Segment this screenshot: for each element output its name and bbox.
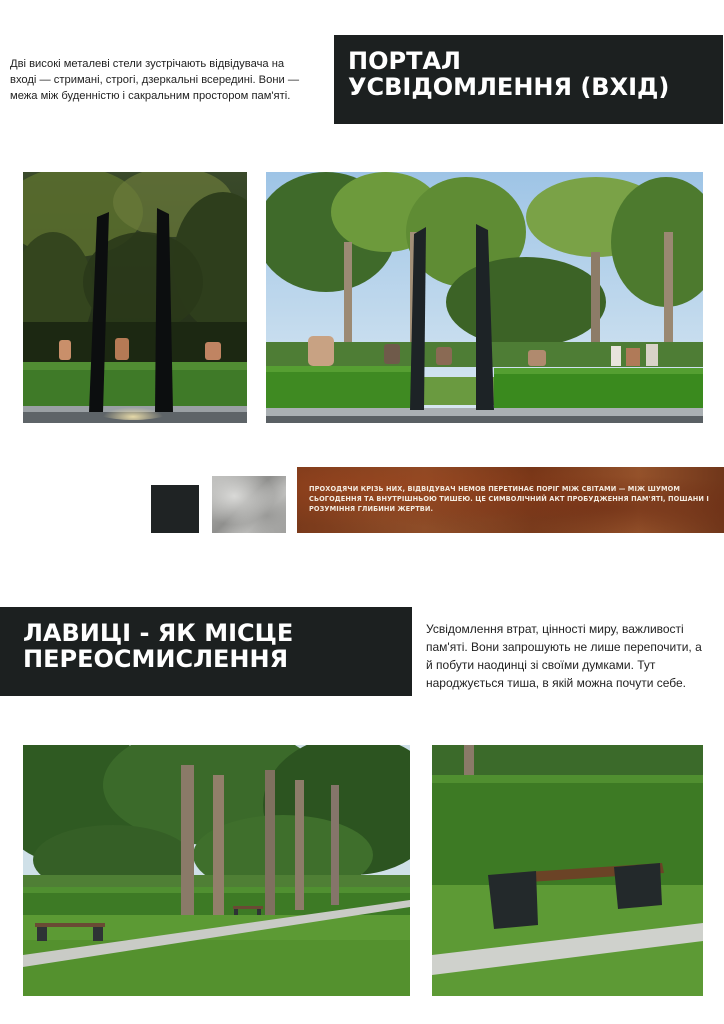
brushed-steel-swatch — [212, 476, 286, 533]
benches-intro-line3: й побути наодинці зі своїми думками. Тут — [426, 658, 656, 672]
corten-caption-panel — [297, 467, 724, 533]
portal-intro-line3: межа між буденністю і сакральним простором пам'яті. — [10, 90, 291, 103]
caption-line1: ПРОХОДЯЧИ КРІЗЬ НИХ, ВІДВІДУВАЧ НЕМОВ ПЕРЕТИНАЄ ПОРІГ МІЖ СВІТАМИ — МІЖ ШУМОМ — [309, 485, 681, 493]
portal-title-box — [334, 35, 723, 124]
benches-intro-line2: пам'яті. Вони запрошують не лише перепочити, а — [426, 640, 702, 654]
portal-title-line2: УСВІДОМЛЕННЯ (ВХІД) — [348, 72, 670, 101]
benches-intro-line4: народжується тиша, в якій можна почути себе. — [426, 676, 687, 690]
benches-intro — [426, 620, 716, 692]
benches-title-line1: ЛАВИЦІ - ЯК МІСЦЕ — [23, 619, 294, 647]
portal-intro-line1: Дві високі металеві стели зустрічають відвідувача на — [10, 58, 285, 70]
benches-title-box — [0, 607, 412, 696]
dark-metal-swatch — [151, 485, 199, 533]
bench-closeup-render — [432, 745, 703, 996]
portal-intro — [10, 56, 325, 105]
benches-alley-render — [23, 745, 410, 996]
portal-night-render — [23, 172, 247, 423]
benches-title-line2: ПЕРЕОСМИСЛЕННЯ — [23, 644, 289, 673]
caption-line2: СЬОГОДЕННЯ ТА ВНУТРІШНЬОЮ ТИШЕЮ. ЦЕ СИМВОЛІЧНИЙ АКТ ПРОБУДЖЕННЯ ПАМ'ЯТІ, ПОШАНИ І — [309, 495, 709, 504]
benches-intro-line1: Усвідомлення втрат, цінності миру, важливості — [426, 622, 684, 636]
caption-line3: РОЗУМІННЯ ГЛИБИНИ ЖЕРТВИ. — [309, 505, 434, 514]
portal-title-line1: ПОРТАЛ — [348, 47, 461, 75]
portal-day-render — [266, 172, 703, 423]
portal-intro-line2: вході — стримані, строгі, дзеркальні всередині. Вони — — [10, 74, 300, 87]
